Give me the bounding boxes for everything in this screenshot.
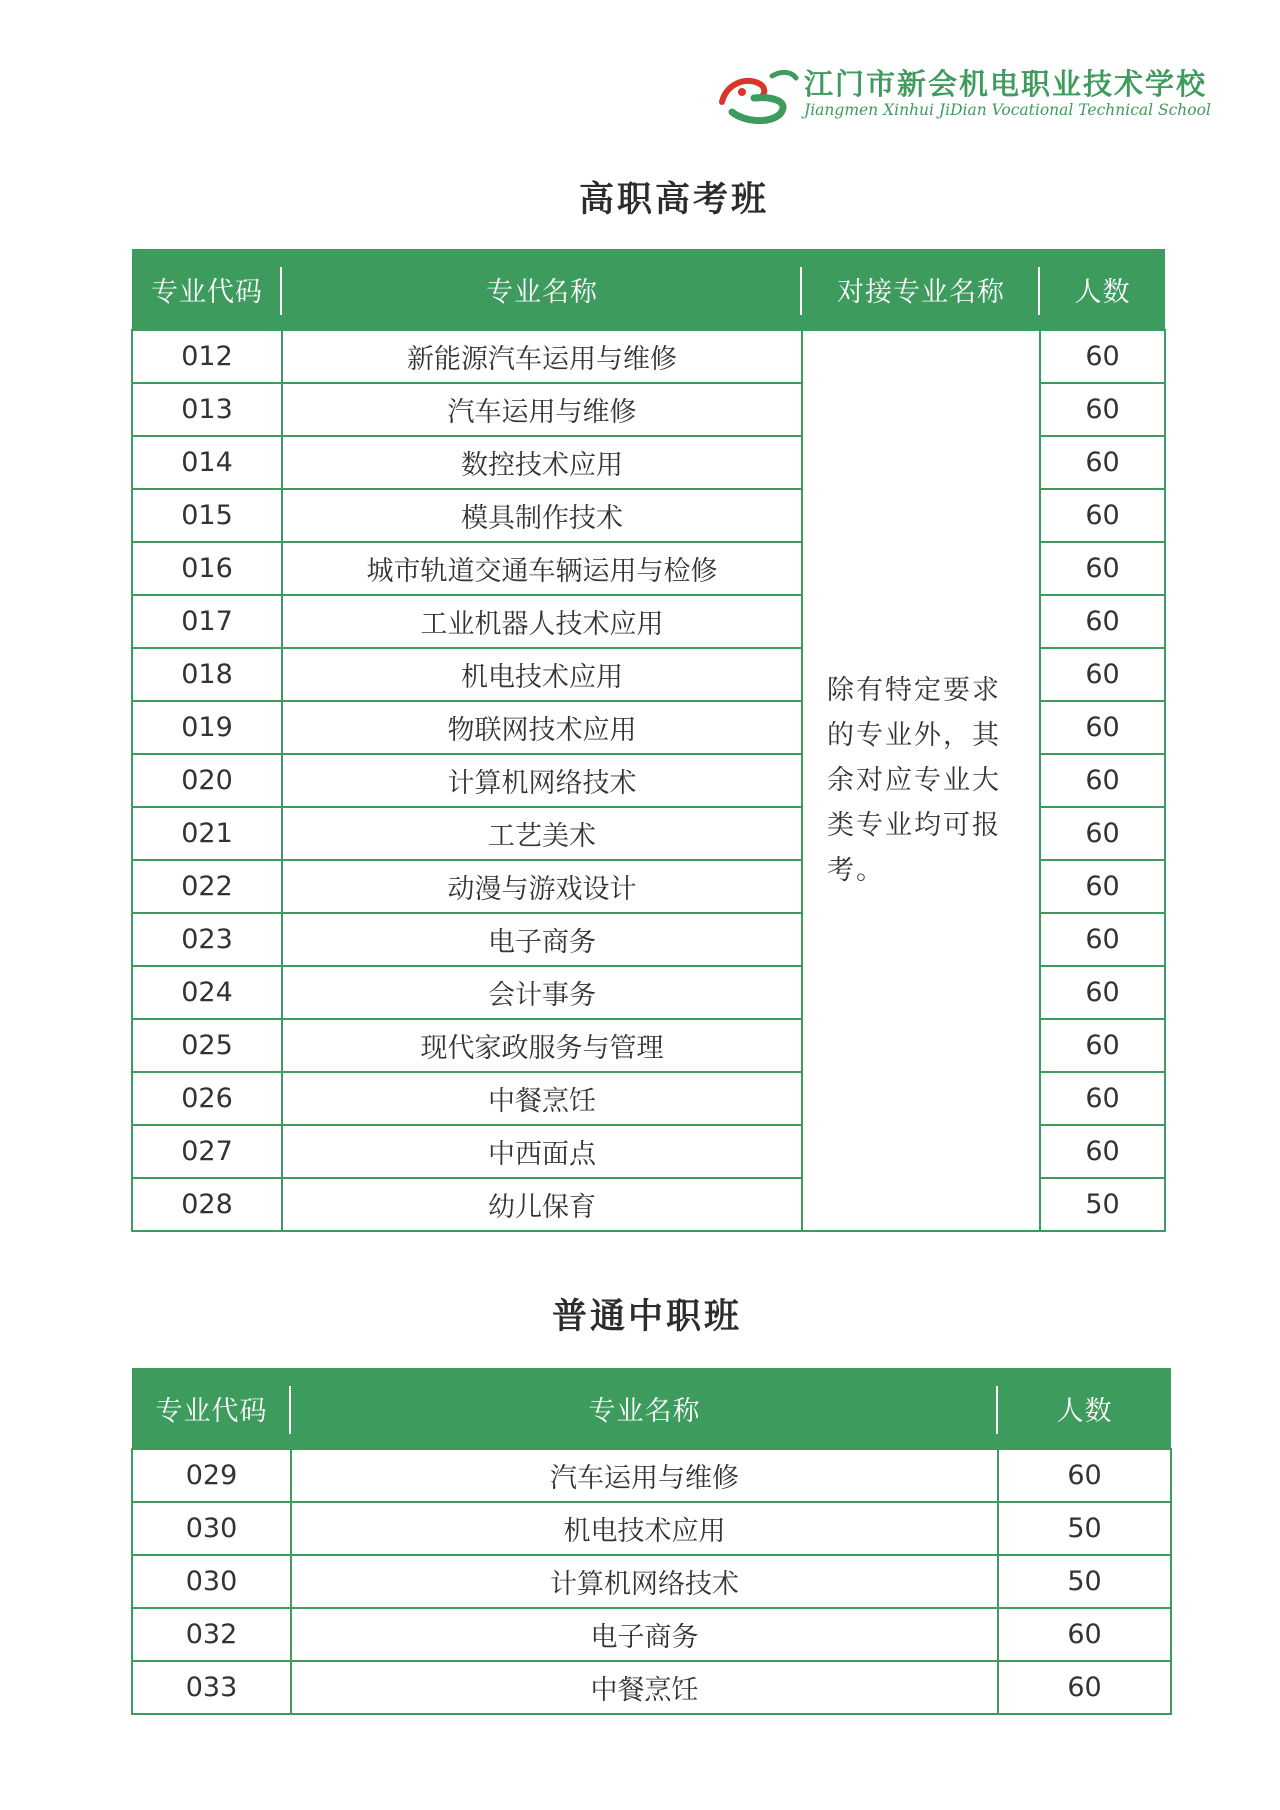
header-code: 专业代码 bbox=[132, 249, 282, 330]
enrollment-count: 60 bbox=[1040, 383, 1165, 436]
enrollment-count: 60 bbox=[1040, 595, 1165, 648]
table-row bbox=[132, 1608, 1171, 1661]
major-name: 汽车运用与维修 bbox=[291, 1449, 998, 1502]
section-title-zhongzhi: 普通中职班 bbox=[552, 1297, 743, 1337]
section-title-gaozhi: 高职高考班 bbox=[579, 180, 770, 220]
major-name: 电子商务 bbox=[291, 1608, 998, 1661]
school-name-cn: 江门市新会机电职业技术学校 bbox=[804, 67, 1208, 101]
major-name: 动漫与游戏设计 bbox=[282, 860, 802, 913]
major-code: 018 bbox=[132, 648, 282, 701]
major-code: 019 bbox=[132, 701, 282, 754]
matching-note: 除有特定要求的专业外，其余对应专业大类专业均可报考。 bbox=[802, 330, 1040, 1231]
enrollment-count: 60 bbox=[1040, 436, 1165, 489]
table-header-row bbox=[132, 1368, 1171, 1449]
enrollment-count: 60 bbox=[1040, 330, 1165, 383]
table-row bbox=[132, 1555, 1171, 1608]
enrollment-count: 60 bbox=[1040, 1125, 1165, 1178]
header-code: 专业代码 bbox=[132, 1368, 291, 1449]
major-code: 020 bbox=[132, 754, 282, 807]
major-code: 025 bbox=[132, 1019, 282, 1072]
major-name: 计算机网络技术 bbox=[291, 1555, 998, 1608]
zhongzhi-table bbox=[131, 1368, 1172, 1715]
header-name: 专业名称 bbox=[291, 1368, 998, 1449]
major-name: 机电技术应用 bbox=[282, 648, 802, 701]
major-code: 032 bbox=[132, 1608, 291, 1661]
enrollment-count: 50 bbox=[998, 1555, 1171, 1608]
enrollment-count: 60 bbox=[1040, 648, 1165, 701]
major-code: 028 bbox=[132, 1178, 282, 1231]
header-name: 专业名称 bbox=[282, 249, 802, 330]
gaozhi-table bbox=[131, 249, 1166, 1232]
enrollment-count: 60 bbox=[998, 1608, 1171, 1661]
major-name: 城市轨道交通车辆运用与检修 bbox=[282, 542, 802, 595]
major-name: 会计事务 bbox=[282, 966, 802, 1019]
enrollment-count: 50 bbox=[1040, 1178, 1165, 1231]
major-name: 工艺美术 bbox=[282, 807, 802, 860]
major-code: 027 bbox=[132, 1125, 282, 1178]
major-name: 计算机网络技术 bbox=[282, 754, 802, 807]
major-name: 中西面点 bbox=[282, 1125, 802, 1178]
school-header bbox=[712, 60, 1232, 130]
major-code: 015 bbox=[132, 489, 282, 542]
table-row bbox=[132, 1502, 1171, 1555]
major-name: 机电技术应用 bbox=[291, 1502, 998, 1555]
header-count: 人数 bbox=[1040, 249, 1165, 330]
major-code: 029 bbox=[132, 1449, 291, 1502]
enrollment-count: 60 bbox=[1040, 701, 1165, 754]
enrollment-count: 60 bbox=[1040, 1072, 1165, 1125]
major-name: 幼儿保育 bbox=[282, 1178, 802, 1231]
major-code: 013 bbox=[132, 383, 282, 436]
major-name: 汽车运用与维修 bbox=[282, 383, 802, 436]
major-name: 现代家政服务与管理 bbox=[282, 1019, 802, 1072]
enrollment-count: 60 bbox=[998, 1661, 1171, 1714]
major-code: 033 bbox=[132, 1661, 291, 1714]
school-name-en: Jiangmen Xinhui JiDian Vocational Technical School bbox=[804, 101, 1211, 119]
table-row bbox=[132, 330, 1165, 383]
major-name: 新能源汽车运用与维修 bbox=[282, 330, 802, 383]
major-code: 024 bbox=[132, 966, 282, 1019]
enrollment-count: 60 bbox=[1040, 754, 1165, 807]
enrollment-count: 60 bbox=[1040, 542, 1165, 595]
major-code: 030 bbox=[132, 1502, 291, 1555]
header-count: 人数 bbox=[998, 1368, 1171, 1449]
major-name: 中餐烹饪 bbox=[282, 1072, 802, 1125]
table-row bbox=[132, 1661, 1171, 1714]
enrollment-count: 50 bbox=[998, 1502, 1171, 1555]
major-code: 016 bbox=[132, 542, 282, 595]
enrollment-count: 60 bbox=[1040, 489, 1165, 542]
major-code: 026 bbox=[132, 1072, 282, 1125]
enrollment-count: 60 bbox=[1040, 860, 1165, 913]
enrollment-count: 60 bbox=[1040, 1019, 1165, 1072]
enrollment-count: 60 bbox=[1040, 913, 1165, 966]
major-code: 021 bbox=[132, 807, 282, 860]
major-name: 电子商务 bbox=[282, 913, 802, 966]
table-header-row bbox=[132, 249, 1165, 330]
school-logo-icon bbox=[712, 62, 802, 124]
major-code: 017 bbox=[132, 595, 282, 648]
major-name: 工业机器人技术应用 bbox=[282, 595, 802, 648]
major-name: 物联网技术应用 bbox=[282, 701, 802, 754]
major-code: 022 bbox=[132, 860, 282, 913]
major-code: 030 bbox=[132, 1555, 291, 1608]
header-matching: 对接专业名称 bbox=[802, 249, 1040, 330]
table-row bbox=[132, 1449, 1171, 1502]
major-name: 中餐烹饪 bbox=[291, 1661, 998, 1714]
major-code: 014 bbox=[132, 436, 282, 489]
major-name: 模具制作技术 bbox=[282, 489, 802, 542]
major-code: 023 bbox=[132, 913, 282, 966]
enrollment-count: 60 bbox=[998, 1449, 1171, 1502]
major-code: 012 bbox=[132, 330, 282, 383]
enrollment-count: 60 bbox=[1040, 807, 1165, 860]
enrollment-count: 60 bbox=[1040, 966, 1165, 1019]
major-name: 数控技术应用 bbox=[282, 436, 802, 489]
